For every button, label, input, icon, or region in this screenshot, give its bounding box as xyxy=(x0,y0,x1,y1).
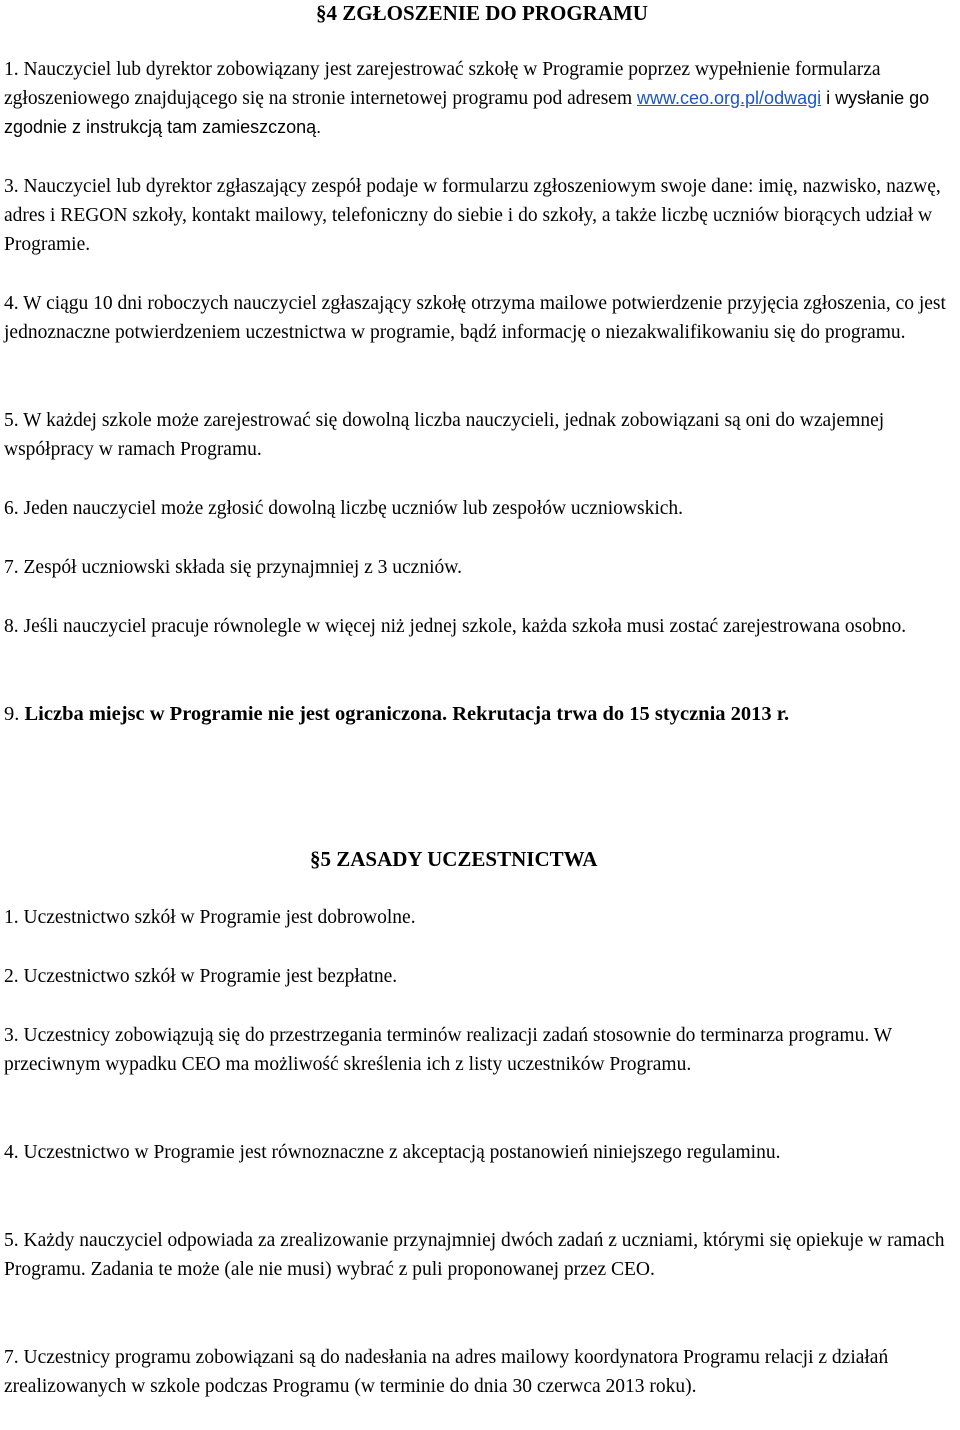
s4-paragraph-7: 7. Zespół uczniowski składa się przynajmniej z 3 uczniów. xyxy=(4,557,462,578)
section-4-heading: §4 ZGŁOSZENIE DO PROGRAMU xyxy=(316,1,648,25)
s4-paragraph-5: 5. W każdej szkole może zarejestrować się dowolną liczba nauczycieli, jednak zobowiązani są oni do wzajemnej współpracy w ramach Programu. xyxy=(4,410,885,460)
s4-paragraph-9 xyxy=(4,700,956,729)
s5-paragraph-2: 2. Uczestnictwo szkół w Programie jest bezpłatne. xyxy=(4,966,398,987)
s5-paragraph-7: 7. Uczestnicy programu zobowiązani są do nadesłania na adres mailowy koordynatora Programu relacji z działań zrealizowanych w szkole podczas Programu (w terminie do dnia 30 czerwca 2013 roku). xyxy=(4,1347,889,1397)
s5-paragraph-5: 5. Każdy nauczyciel odpowiada za zrealizowanie przynajmniej dwóch zadań z uczniami, którymi się opiekuje w ramach Programu. Zadania te może (ale nie musi) wybrać z puli proponowanej przez CEO. xyxy=(4,1230,945,1280)
s4-p1-text: 1. Nauczyciel lub dyrektor zobowiązany jest zarejestrować szkołę w Programie poprzez wypełnienie formularza zgłoszeniowego znajdującego się na stronie internetowej programu pod adresem xyxy=(4,59,881,109)
s5-paragraph-1: 1. Uczestnictwo szkół w Programie jest dobrowolne. xyxy=(4,907,416,928)
s4-paragraph-3: 3. Nauczyciel lub dyrektor zgłaszający zespół podaje w formularzu zgłoszeniowym swoje dane: imię, nazwisko, nazwę, adres i REGON szkoły, kontakt mailowy, telefoniczny do siebie i do szkoły, a także liczbę uczniów biorących udział w Programie. xyxy=(4,176,941,255)
s4-paragraph-6: 6. Jeden nauczyciel może zgłosić dowolną liczbę uczniów lub zespołów uczniowskich. xyxy=(4,498,684,519)
section-5-heading: §5 ZASADY UCZESTNICTWA xyxy=(310,847,598,871)
s5-paragraph-4: 4. Uczestnictwo w Programie jest równoznaczne z akceptacją postanowień niniejszego regulaminu. xyxy=(4,1142,781,1163)
s5-paragraph-3: 3. Uczestnicy zobowiązują się do przestrzegania terminów realizacji zadań stosownie do terminarza programu. W przeciwnym wypadku CEO ma możliwość skreślenia ich z listy uczestników Programu. xyxy=(4,1025,892,1075)
s4-p9-number: 9. xyxy=(4,703,25,725)
s4-p1-end-text: i wysłanie go zgodnie z instrukcją tam zamieszczoną. xyxy=(4,88,930,137)
s4-paragraph-8: 8. Jeśli nauczyciel pracuje równolegle w więcej niż jednej szkole, każda szkoła musi zostać zarejestrowana osobno. xyxy=(4,616,907,637)
program-website-link[interactable]: www.ceo.org.pl/odwagi xyxy=(637,88,822,108)
s4-paragraph-1 xyxy=(4,55,956,142)
s4-p9-bold-text: Liczba miejsc w Programie nie jest ograniczona. Rekrutacja trwa do 15 stycznia 2013 r. xyxy=(24,703,790,725)
s4-paragraph-4: 4. W ciągu 10 dni roboczych nauczyciel zgłaszający szkołę otrzyma mailowe potwierdzenie przyjęcia zgłoszenia, co jest jednoznaczne potwierdzeniem uczestnictwa w programie, bądź informację o niezakwalifikowaniu się do programu. xyxy=(4,293,946,343)
